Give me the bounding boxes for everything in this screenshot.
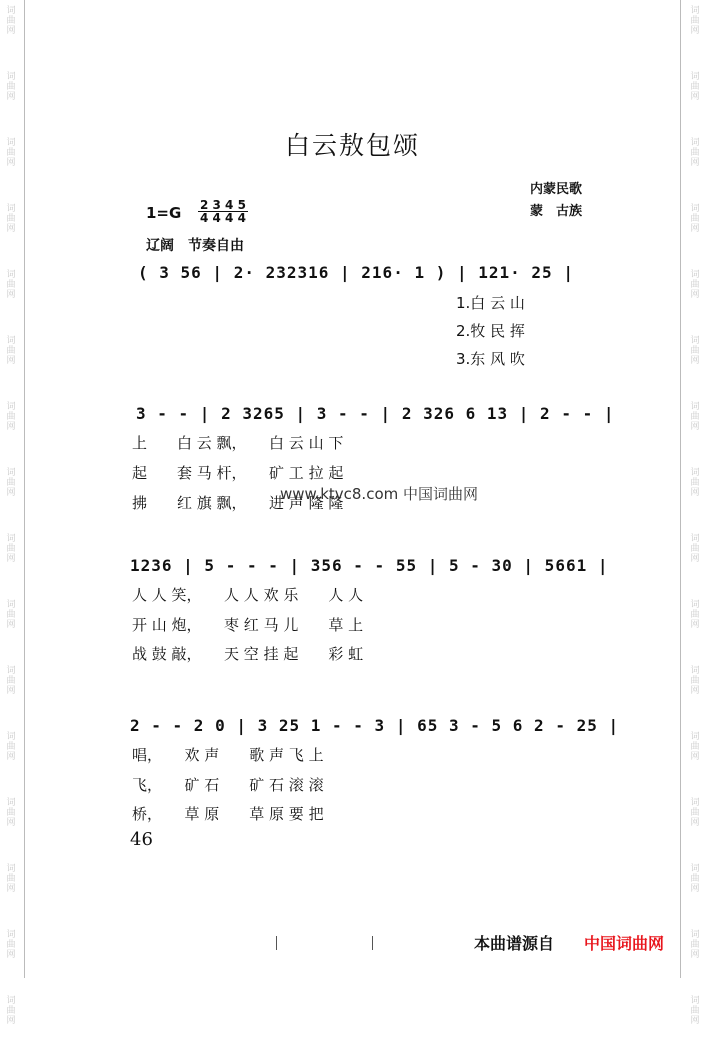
- line-3-verse-2: 开 山 炮， 枣 红 马 儿 草 上: [132, 616, 364, 634]
- footer-site-name: 中国词曲网: [584, 934, 665, 953]
- watermark-glyph-group: 词 曲 网: [690, 336, 700, 366]
- line-4-verse-1: 唱， 欢 声 歌 声 飞 上: [132, 746, 324, 764]
- score-line-1-notes: ( 3 56 | 2· 232316 | 216· 1 ) | 121· 25 |: [138, 263, 574, 282]
- watermark-glyph-group: 词 曲 网: [6, 798, 16, 828]
- bottom-tick-right: [372, 936, 373, 950]
- song-ethnicity: 蒙 古族: [530, 204, 583, 219]
- site-url-watermark: www.ktvc8.com 中国词曲网: [280, 485, 479, 503]
- watermark-glyph-group: 词 曲 网: [690, 798, 700, 828]
- watermark-glyph-group: 词 曲 网: [6, 930, 16, 960]
- line-2-verse-3: 拂 红 旗 飘， 进 声 隆 隆: [132, 494, 344, 512]
- watermark-glyph-group: 词 曲 网: [690, 534, 700, 564]
- line-1-verse-3: 3.东 风 吹: [456, 350, 525, 368]
- watermark-glyph-group: 词 曲 网: [6, 864, 16, 894]
- watermark-glyph-group: 词 曲 网: [690, 402, 700, 432]
- score-line-3-notes: 1236 | 5 - - - | 356 - - 55 | 5 - 30 | 5661 |: [130, 556, 609, 575]
- time-signatures: [198, 199, 248, 226]
- watermark-glyph-group: 词 曲 网: [690, 600, 700, 630]
- watermark-glyph-group: 词 曲 网: [690, 732, 700, 762]
- meter-denominators: 4 4 4 4: [200, 211, 246, 225]
- watermark-glyph-group: 词 曲 网: [690, 666, 700, 696]
- bottom-tick-left: [276, 936, 277, 950]
- watermark-glyph-group: 词 曲 网: [6, 402, 16, 432]
- line-3-verse-3: 战 鼓 敲， 天 空 挂 起 彩 虹: [132, 645, 364, 663]
- watermark-glyph-group: 词 曲 网: [690, 996, 700, 1026]
- watermark-glyph-group: 词 曲 网: [6, 72, 16, 102]
- watermark-glyph-group: 词 曲 网: [6, 204, 16, 234]
- watermark-glyph-group: 词 曲 网: [6, 468, 16, 498]
- watermark-glyph-group: 词 曲 网: [690, 6, 700, 36]
- footer-source-label: 本曲谱源自: [474, 934, 555, 953]
- watermark-glyph-group: 词 曲 网: [690, 864, 700, 894]
- watermark-glyph-group: 词 曲 网: [690, 930, 700, 960]
- song-title: 白云敖包颂: [284, 131, 420, 160]
- key-signature: 1=G: [146, 204, 182, 222]
- line-2-verse-2: 起 套 马 杆， 矿 工 拉 起: [132, 464, 344, 482]
- watermark-glyph-group: 词 曲 网: [6, 600, 16, 630]
- tempo-marking: 辽阔 节奏自由: [146, 238, 244, 254]
- watermark-glyph-group: 词 曲 网: [6, 336, 16, 366]
- watermark-glyph-group: 词 曲 网: [6, 270, 16, 300]
- watermark-glyph-group: 词 曲 网: [690, 468, 700, 498]
- watermark-glyph-group: 词 曲 网: [6, 666, 16, 696]
- watermark-glyph-group: 词 曲 网: [690, 138, 700, 168]
- watermark-glyph-group: 词 曲 网: [6, 6, 16, 36]
- watermark-glyph-group: 词 曲 网: [6, 138, 16, 168]
- watermark-glyph-group: 词 曲 网: [690, 72, 700, 102]
- line-2-verse-1: 上 白 云 飘， 白 云 山 下: [132, 434, 344, 452]
- score-line-4-notes: 2 - - 2 0 | 3 25 1 - - 3 | 65 3 - 5 6 2 - 25 |: [130, 716, 620, 735]
- score-line-2-notes: 3 - - | 2 3265 | 3 - - | 2 326 6 13 | 2 - - |: [136, 404, 615, 423]
- line-1-verse-1: 1.白 云 山: [456, 294, 525, 312]
- line-4-verse-3: 桥， 草 原 草 原 要 把: [132, 805, 324, 823]
- watermark-glyph-group: 词 曲 网: [6, 534, 16, 564]
- line-4-verse-2: 飞， 矿 石 矿 石 滚 滚: [132, 776, 324, 794]
- watermark-glyph-group: 词 曲 网: [6, 996, 16, 1026]
- song-origin: 内蒙民歌: [530, 182, 583, 197]
- watermark-glyph-group: 词 曲 网: [690, 270, 700, 300]
- line-1-verse-2: 2.牧 民 挥: [456, 322, 525, 340]
- watermark-glyph-group: 词 曲 网: [6, 732, 16, 762]
- watermark-glyph-group: 词 曲 网: [690, 204, 700, 234]
- meter-numerators: 2 3 4 5: [200, 198, 246, 212]
- page-number: 46: [130, 829, 153, 850]
- line-3-verse-1: 人 人 笑， 人 人 欢 乐 人 人: [132, 586, 364, 604]
